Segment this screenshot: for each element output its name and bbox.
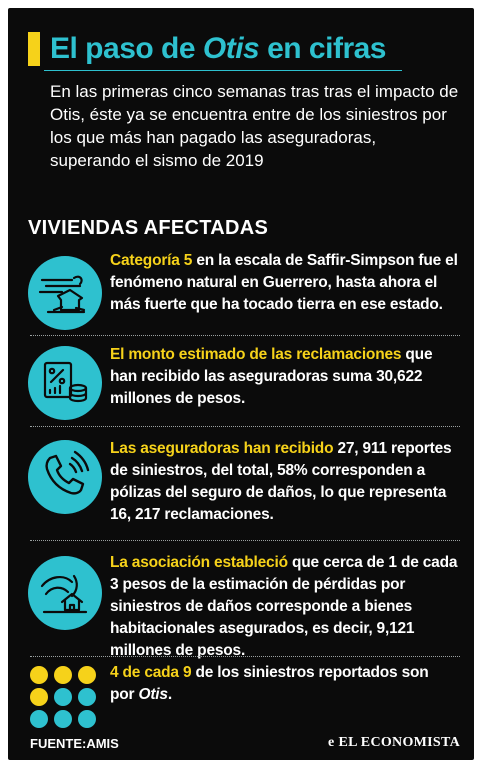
- stat-body: que han recibido las aseguradoras suma 30,622 millones de pesos.: [110, 346, 433, 407]
- title-text-italic: Otis: [202, 32, 260, 65]
- ratio-italic: Otis: [138, 686, 168, 703]
- storm-house-icon: [28, 556, 102, 630]
- divider: [30, 540, 460, 541]
- hurricane-house-icon: [28, 256, 102, 330]
- brand-logo: [328, 735, 460, 751]
- stat-highlight: La asociación estableció: [110, 554, 288, 571]
- phone-call-icon: [28, 440, 102, 514]
- stat-highlight: Las aseguradoras han recibido: [110, 440, 334, 457]
- stat-highlight: El monto estimado de las reclamaciones: [110, 346, 402, 363]
- ratio-dot: [78, 710, 96, 728]
- ratio-dot-highlighted: [30, 666, 48, 684]
- ratio-dot: [30, 710, 48, 728]
- ratio-body: de los siniestros reportados son por: [110, 664, 429, 703]
- page-title: [50, 32, 386, 66]
- stat-body: que cerca de 1 de cada 3 pesos de la estimación de pérdidas por siniestros de daños corresponde a bienes habitacionales asegurados, es decir, 9,121 millones de pesos.: [110, 554, 458, 659]
- ratio-dot-highlighted: [30, 688, 48, 706]
- ratio-dot-grid: [30, 666, 108, 736]
- divider: [30, 335, 460, 336]
- stat-text-category: [110, 250, 460, 316]
- divider: [30, 656, 460, 657]
- percent-money-icon: [28, 346, 102, 420]
- ratio-dot: [54, 688, 72, 706]
- stat-text-reports: [110, 438, 460, 526]
- divider: [30, 426, 460, 427]
- brand-mark-icon: e: [327, 735, 335, 750]
- stat-body: en la escala de Saffir-Simpson fue el fenómeno natural en Guerrero, hasta ahora el más fuerte que ha tocado tierra en ese estado.: [110, 252, 458, 313]
- ratio-dot: [78, 688, 96, 706]
- intro-paragraph: En las primeras cinco semanas tras tras el impacto de Otis, éste ya se encuentra entre de los siniestros por los que más han pagado las aseguradoras, superando el sismo de 2019: [50, 82, 459, 170]
- ratio-dot-highlighted: [78, 666, 96, 684]
- ratio-dot: [54, 710, 72, 728]
- ratio-highlight: 4 de cada 9: [110, 664, 192, 681]
- ratio-text: [110, 662, 450, 706]
- title-text-2: en cifras: [259, 32, 386, 65]
- infographic-card: [8, 8, 474, 760]
- stat-body: 27, 911 reportes de siniestros, del total, 58% corresponden a pólizas del seguro de daños, lo que representa 16, 217 reclamaciones.: [110, 440, 452, 523]
- title-row: [28, 24, 386, 74]
- brand-name: EL ECONOMISTA: [338, 735, 460, 750]
- title-accent-bar: [28, 32, 40, 66]
- title-underline: [44, 70, 402, 71]
- ratio-dot-highlighted: [54, 666, 72, 684]
- section-title: VIVIENDAS AFECTADAS: [28, 217, 269, 239]
- ratio-end: .: [167, 686, 172, 703]
- stat-highlight: Categoría 5: [110, 252, 193, 269]
- title-text-1: El paso de: [50, 32, 203, 65]
- source-label: FUENTE:AMIS: [30, 736, 119, 751]
- stat-text-association: [110, 552, 460, 662]
- stat-text-claims-amount: [110, 344, 460, 410]
